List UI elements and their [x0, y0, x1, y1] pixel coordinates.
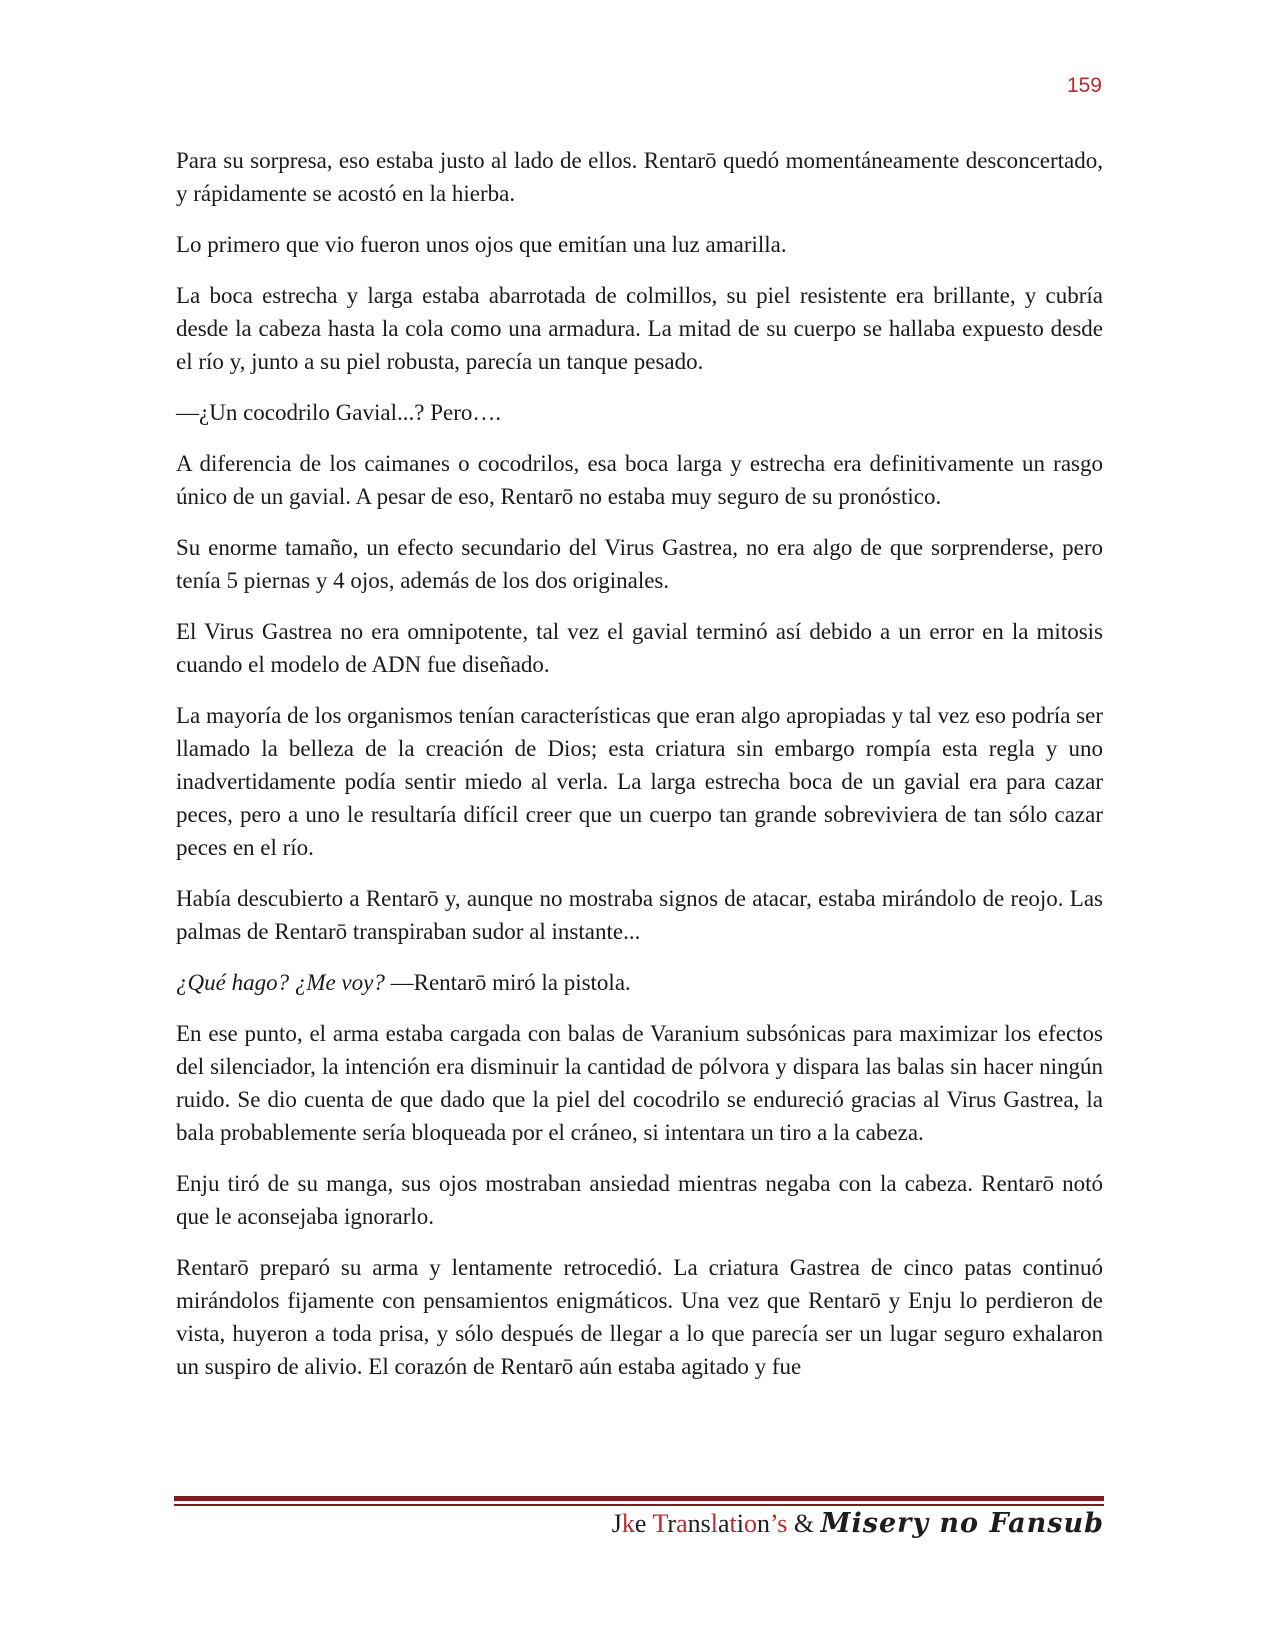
- brand-letter: o: [744, 1509, 758, 1538]
- brand-letter: T: [652, 1509, 668, 1538]
- body-text: [176, 144, 1103, 1401]
- brand-letter: r: [667, 1509, 677, 1538]
- paragraph: Enju tiró de su manga, sus ojos mostraban ansiedad mientras negaba con la cabeza. Rentarō notó que le aconsejaba ignorarlo.: [176, 1171, 1103, 1229]
- brand-letter: l: [710, 1509, 718, 1538]
- paragraph: Lo primero que vio fueron unos ojos que emitían una luz amarilla.: [176, 232, 787, 257]
- footer-rule-thick: [174, 1496, 1104, 1501]
- brand-letter: t: [729, 1509, 737, 1538]
- brand-letter: i: [736, 1509, 745, 1538]
- brand-letter: ’s: [770, 1509, 788, 1538]
- paragraph: A diferencia de los caimanes o cocodrilos, esa boca larga y estrecha era definitivamente un rasgo único de un gavial. A pesar de eso, Rentarō no estaba muy seguro de su pronóstico.: [176, 451, 1103, 509]
- paragraph: Rentarō preparó su arma y lentamente retrocedió. La criatura Gastrea de cinco patas continuó mirándolos fijamente con pensamientos enigmáticos. Una vez que Rentarō y Enju lo perdieron de vista, huyeron a toda prisa, y sólo después de llegar a lo que parecía ser un lugar seguro exhalaron un suspiro de alivio. El corazón de Rentarō aún estaba agitado y fue: [176, 1255, 1103, 1379]
- brand-ampersand: &: [787, 1509, 821, 1538]
- paragraph: [176, 966, 1103, 999]
- brand-letter: a: [718, 1509, 730, 1538]
- footer-brand: [500, 1508, 1104, 1539]
- brand-letter: a: [676, 1509, 688, 1538]
- brand-letter: k: [621, 1509, 635, 1538]
- paragraph-rest: —Rentarō miró la pistola.: [384, 970, 631, 995]
- brand-letter: ns: [687, 1509, 711, 1538]
- brand-letter: e: [634, 1509, 647, 1538]
- brand-script: Misery no Fansub: [820, 1508, 1104, 1539]
- paragraph: La boca estrecha y larga estaba abarrotada de colmillos, su piel resistente era brillante, y cubría desde la cabeza hasta la cola como una armadura. La mitad de su cuerpo se hallaba expuesto desde el río y, junto a su piel robusta, parecía un tanque pesado.: [176, 283, 1103, 374]
- paragraph: Su enorme tamaño, un efecto secundario del Virus Gastrea, no era algo de que sorprenderse, pero tenía 5 piernas y 4 ojos, además de los dos originales.: [176, 535, 1103, 593]
- paragraph: La mayoría de los organismos tenían características que eran algo apropiadas y tal vez eso podría ser llamado la belleza de la creación de Dios; esta criatura sin embargo rompía esta regla y uno inadvertidamente podía sentir miedo al verla. La larga estrecha boca de un gavial era para cazar peces, pero a uno le resultaría difícil creer que un cuerpo tan grande sobreviviera de tan sólo cazar peces en el río.: [176, 703, 1103, 860]
- italic-thought: ¿Qué hago? ¿Me voy?: [176, 970, 385, 995]
- page-number: 159: [1066, 74, 1102, 97]
- brand-letter: J: [611, 1509, 622, 1538]
- paragraph: —¿Un cocodrilo Gavial...? Pero….: [176, 400, 502, 425]
- footer-rule-thin: [174, 1504, 1104, 1506]
- paragraph: En ese punto, el arma estaba cargada con balas de Varanium subsónicas para maximizar los efectos del silenciador, la intención era disminuir la cantidad de pólvora y dispara las balas sin hacer ningún ruido. Se dio cuenta de que dado que la piel del cocodrilo se endureció gracias al Virus Gastrea, la bala probablemente sería bloqueada por el cráneo, si intentara un tiro a la cabeza.: [176, 1021, 1103, 1145]
- paragraph: Para su sorpresa, eso estaba justo al lado de ellos. Rentarō quedó momentáneamente desconcertado, y rápidamente se acostó en la hierba.: [176, 148, 1103, 206]
- paragraph: El Virus Gastrea no era omnipotente, tal vez el gavial terminó así debido a un error en la mitosis cuando el modelo de ADN fue diseñado.: [176, 619, 1103, 677]
- paragraph: Había descubierto a Rentarō y, aunque no mostraba signos de atacar, estaba mirándolo de reojo. Las palmas de Rentarō transpiraban sudor al instante...: [176, 886, 1103, 944]
- brand-letter: n: [757, 1509, 771, 1538]
